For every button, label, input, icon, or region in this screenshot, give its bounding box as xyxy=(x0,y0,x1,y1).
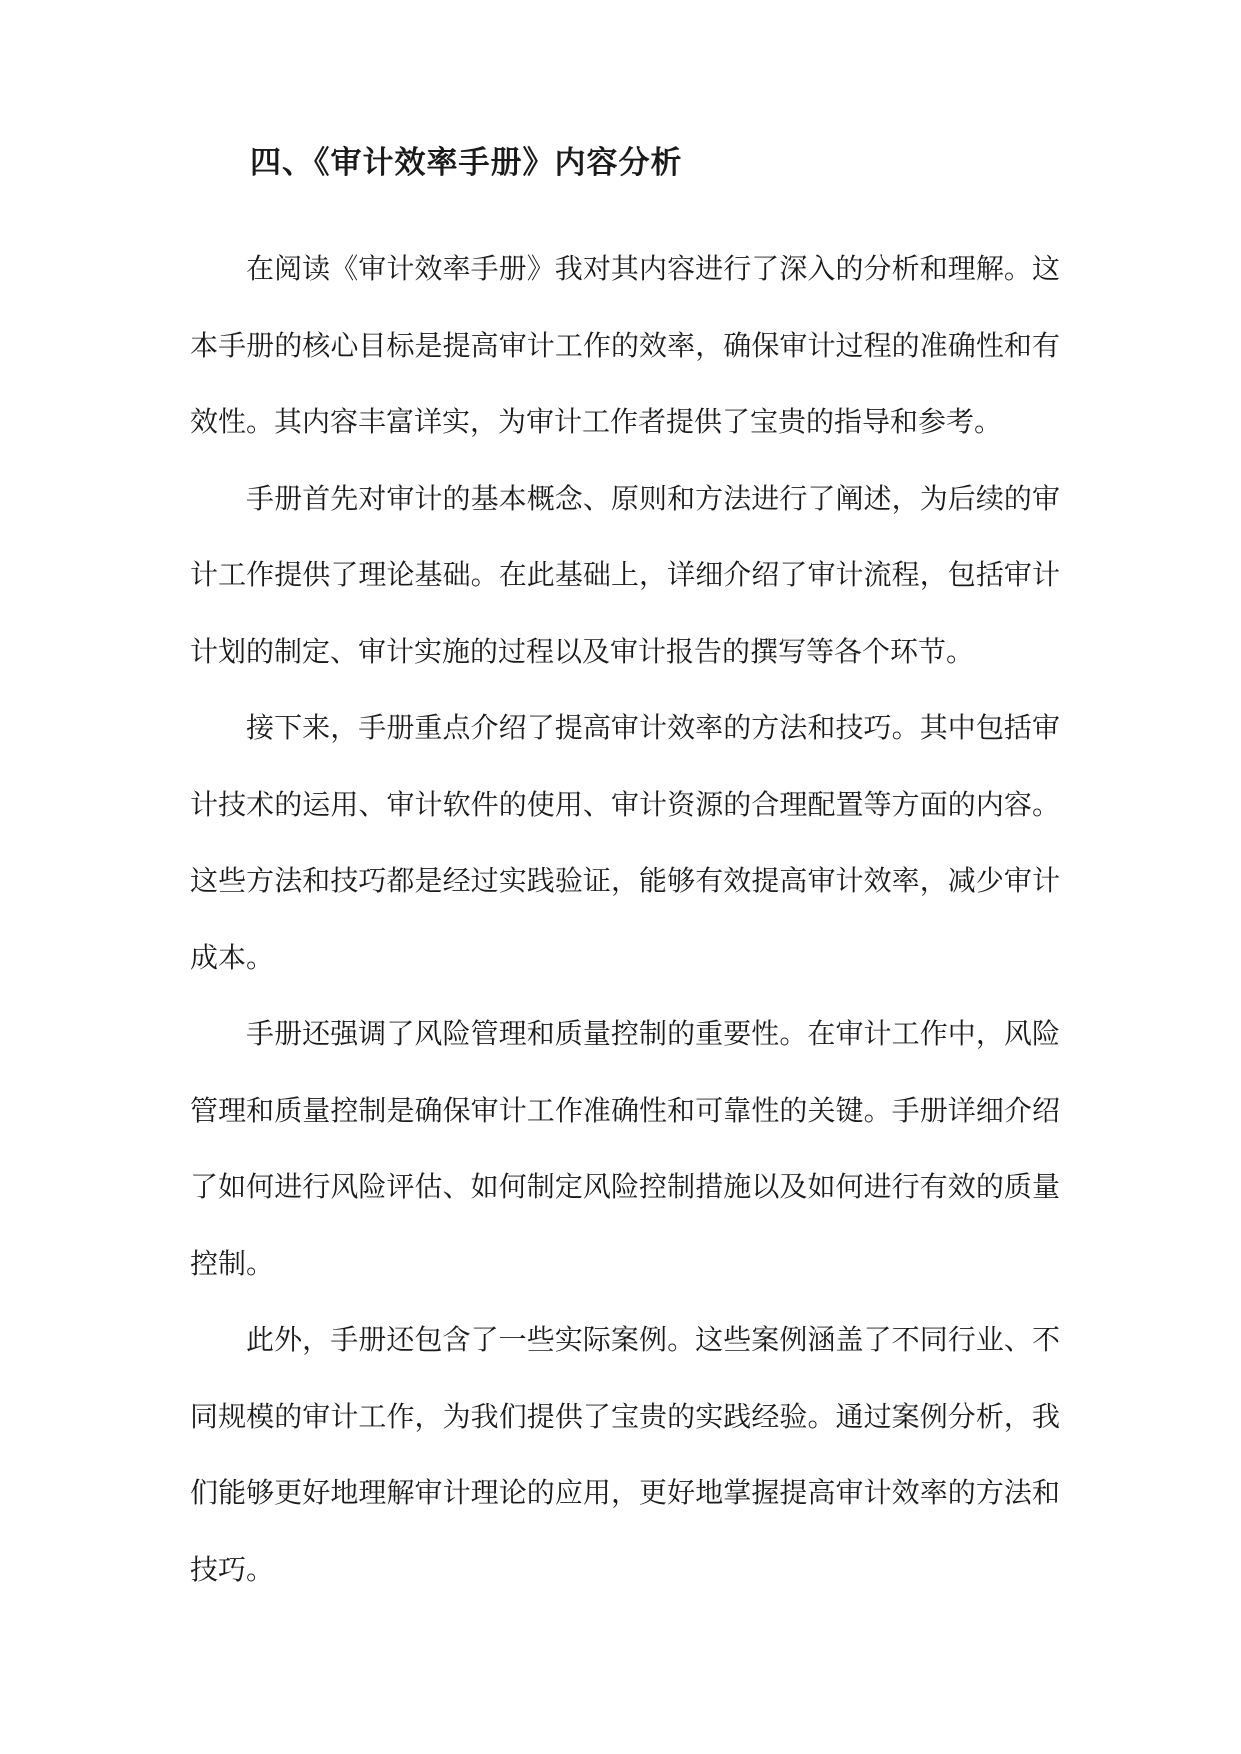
body-text xyxy=(190,231,1060,1608)
paragraph-cases: 此外，手册还包含了一些实际案例。这些案例涵盖了不同行业、不同规模的审计工作，为我们提供了宝贵的实践经验。通过案例分析，我们能够更好地理解审计理论的应用，更好地掌握提高审计效率的方法和技巧。 xyxy=(190,1323,1060,1586)
section-heading: 四、《审计效率手册》内容分析 xyxy=(250,145,683,181)
paragraph-risk: 手册还强调了风险管理和质量控制的重要性。在审计工作中，风险管理和质量控制是确保审计工作准确性和可靠性的关键。手册详细介绍了如何进行风险评估、如何制定风险控制措施以及如何进行有效的质量控制。 xyxy=(190,1017,1060,1280)
paragraph-methods: 接下来，手册重点介绍了提高审计效率的方法和技巧。其中包括审计技术的运用、审计软件的使用、审计资源的合理配置等方面的内容。这些方法和技巧都是经过实践验证，能够有效提高审计效率，减少审计成本。 xyxy=(190,711,1060,974)
paragraph-intro: 在阅读《审计效率手册》我对其内容进行了深入的分析和理解。这本手册的核心目标是提高审计工作的效率，确保审计过程的准确性和有效性。其内容丰富详实，为审计工作者提供了宝贵的指导和参考。 xyxy=(190,252,1060,438)
paragraph-concepts: 手册首先对审计的基本概念、原则和方法进行了阐述，为后续的审计工作提供了理论基础。在此基础上，详细介绍了审计流程，包括审计计划的制定、审计实施的过程以及审计报告的撰写等各个环节。 xyxy=(190,481,1060,668)
